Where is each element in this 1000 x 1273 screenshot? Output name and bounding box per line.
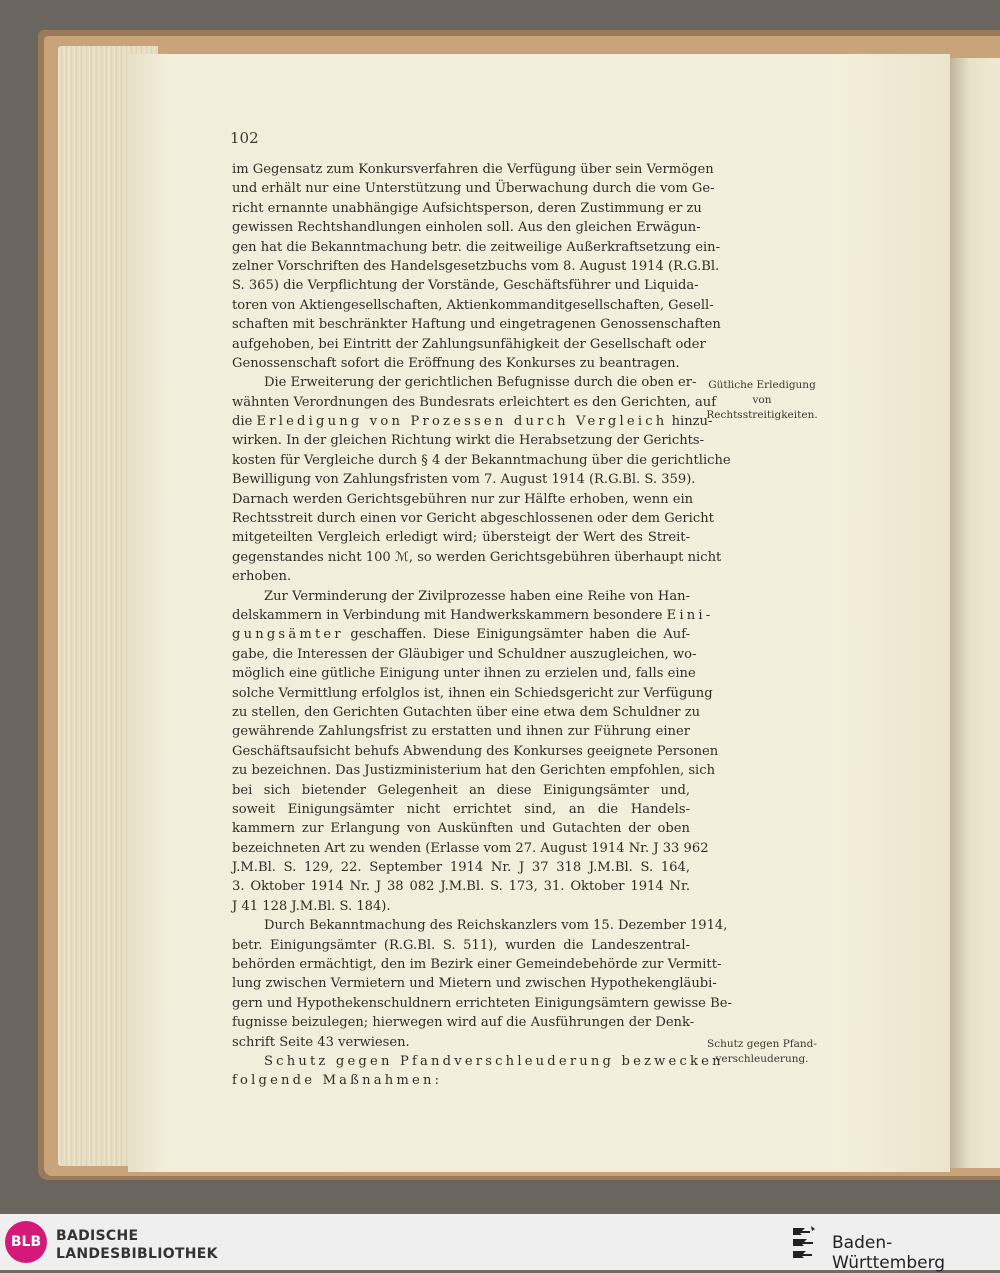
text-line: Darnach werden Gerichtsgebühren nur zur Hälfte erhoben, wenn ein (232, 491, 694, 507)
marginal-note-line: verschleuderung. (715, 1053, 809, 1065)
text-line: Zur Verminderung der Zivilprozesse haben eine Reihe von Han- (264, 588, 690, 604)
spaced-emphasis: Erledigung von Prozessen durch Vergleich (256, 414, 668, 430)
text-line: soweit Einigungsämter nicht errichtet sind, an die Handels- (232, 801, 690, 817)
marginal-note-line: Schutz gegen Pfand- (707, 1038, 817, 1050)
page-number: 102 (230, 129, 259, 147)
text-line: Durch Bekanntmachung des Reichskanzlers vom 15. Dezember 1914, (264, 918, 728, 934)
text-line: wirken. In der gleichen Richtung wirkt die Herabsetzung der Gerichts- (232, 433, 705, 449)
text-line: kosten für Vergleiche durch § 4 der Bekanntmachung über die gerichtliche (232, 452, 731, 468)
spaced-emphasis: folgende Maßnahmen: (232, 1073, 443, 1089)
text-line (232, 606, 714, 625)
text-line: zelner Vorschriften des Handelsgesetzbuchs vom 8. August 1914 (R.G.Bl. (232, 258, 720, 274)
text-line: schaften mit beschränkter Haftung und eingetragenen Genossenschaften (232, 317, 721, 333)
state-lions-icon (789, 1224, 823, 1262)
text-line: lung zwischen Vermietern und Mietern und zwischen Hypothekengläubi- (232, 976, 717, 992)
marginal-note-pfandverschleuderung (700, 1037, 824, 1067)
marginal-note-guetliche-erledigung (700, 378, 824, 423)
text-line: fugnisse beizulegen; hierwegen wird auf die Ausführungen der Denk- (232, 1015, 695, 1031)
text-line: kammern zur Erlangung von Auskünften und Gutachten der oben (232, 821, 690, 837)
library-name[interactable] (56, 1227, 218, 1263)
text-line: behörden ermächtigt, den im Bezirk einer Gemeindebehörde zur Vermitt- (232, 957, 722, 973)
marginal-note-line: Rechtsstreitigkeiten. (706, 409, 818, 421)
text-line: Geschäftsaufsicht behufs Abwendung des Konkurses geeignete Personen (232, 743, 719, 759)
text-line: möglich eine gütliche Einigung unter ihnen zu erzielen und, falls eine (232, 666, 696, 682)
text-line: und erhält nur eine Unterstützung und Überwachung durch die vom Ge- (232, 181, 715, 197)
text-line: bezeichneten Art zu wenden (Erlasse vom 27. August 1914 Nr. J 33 962 (232, 840, 709, 856)
text-line (232, 1052, 724, 1071)
text-line: zu stellen, den Gerichten Gutachten über eine etwa dem Schuldner zu (232, 704, 701, 720)
text-line: im Gegensatz zum Konkursverfahren die Verfügung über sein Vermögen (232, 162, 714, 177)
text-line: Bewilligung von Zahlungsfristen vom 7. August 1914 (R.G.Bl. S. 359). (232, 472, 696, 488)
text-segment: hinzu- (667, 414, 713, 430)
state-name[interactable]: Baden-Württemberg (832, 1233, 946, 1273)
body-text (232, 160, 732, 1091)
text-line: Die Erweiterung der gerichtlichen Befugnisse durch die oben er- (264, 375, 697, 391)
text-line: solche Vermittlung erfolglos ist, ihnen ein Schiedsgericht zur Verfügung (232, 685, 713, 701)
facing-page-edge (950, 58, 1000, 1168)
library-name-line1: BADISCHE (56, 1228, 139, 1244)
text-line: Genossenschaft sofort die Eröffnung des Konkurses zu beantragen. (232, 355, 680, 371)
text-line: zu bezeichnen. Das Justizministerium hat den Gerichten empfohlen, sich (232, 763, 716, 779)
library-name-line2: LANDESBIBLIOTHEK (56, 1246, 218, 1262)
text-line: bei sich bietender Gelegenheit an diese Einigungsämter und, (232, 782, 690, 798)
text-segment: geschaffen. Diese Einigungsämter haben die Auf- (343, 627, 690, 643)
text-line: betr. Einigungsämter (R.G.Bl. S. 511), wurden die Landeszentral- (232, 937, 690, 953)
text-line: erhoben. (232, 569, 292, 585)
text-line: richt ernannte unabhängige Aufsichtsperson, deren Zustimmung er zu (232, 200, 702, 216)
text-line (232, 1071, 690, 1090)
text-line: J.M.Bl. S. 129, 22. September 1914 Nr. J 37 318 J.M.Bl. S. 164, (232, 860, 690, 876)
spaced-emphasis: gungsämter (232, 627, 344, 643)
marginal-note-line: Gütliche Erledigung von (708, 379, 816, 406)
spaced-emphasis: Eini- (666, 607, 714, 623)
blb-logo[interactable]: BLB (5, 1221, 47, 1263)
text-line: toren von Aktiengesellschaften, Aktienkommanditgesellschaften, Gesell- (232, 297, 714, 313)
text-line: gewährende Zahlungsfrist zu erstatten und ihnen zur Führung einer (232, 724, 690, 740)
text-segment: delskammern in Verbindung mit Handwerkskammern besondere (232, 607, 667, 623)
text-line: aufgehoben, bei Eintritt der Zahlungsunfähigkeit der Gesellschaft oder (232, 336, 706, 352)
text-line: Rechtsstreit durch einen vor Gericht abgeschlossenen oder dem Gericht (232, 511, 714, 527)
text-line: S. 365) die Verpflichtung der Vorstände, Geschäftsführer und Liquida- (232, 278, 699, 294)
text-line: gabe, die Interessen der Gläubiger und Schuldner auszugleichen, wo- (232, 646, 697, 662)
text-line: mitgeteilten Vergleich erledigt wird; übersteigt der Wert des Streit- (232, 530, 690, 546)
text-line (232, 412, 713, 431)
text-line (232, 625, 690, 644)
text-line: schrift Seite 43 verwiesen. (232, 1034, 410, 1050)
text-segment: die (232, 414, 257, 430)
text-line: gern und Hypothekenschuldnern errichteten Einigungsämtern gewisse Be- (232, 995, 732, 1011)
spaced-emphasis: Schutz gegen Pfandverschleuderung bezwecken (264, 1053, 724, 1069)
text-line: gen hat die Bekanntmachung betr. die zeitweilige Außerkraftsetzung ein- (232, 239, 721, 255)
text-line: gewissen Rechtshandlungen einholen soll. Aus den gleichen Erwägun- (232, 220, 701, 236)
text-line: gegenstandes nicht 100 ℳ, so werden Gerichtsgebühren überhaupt nicht (232, 549, 722, 565)
text-line: wähnten Verordnungen des Bundesrats erleichtert es den Gerichten, auf (232, 394, 717, 410)
text-line: 3. Oktober 1914 Nr. J 38 082 J.M.Bl. S. 173, 31. Oktober 1914 Nr. (232, 879, 690, 895)
text-line: J 41 128 J.M.Bl. S. 184). (232, 898, 391, 914)
